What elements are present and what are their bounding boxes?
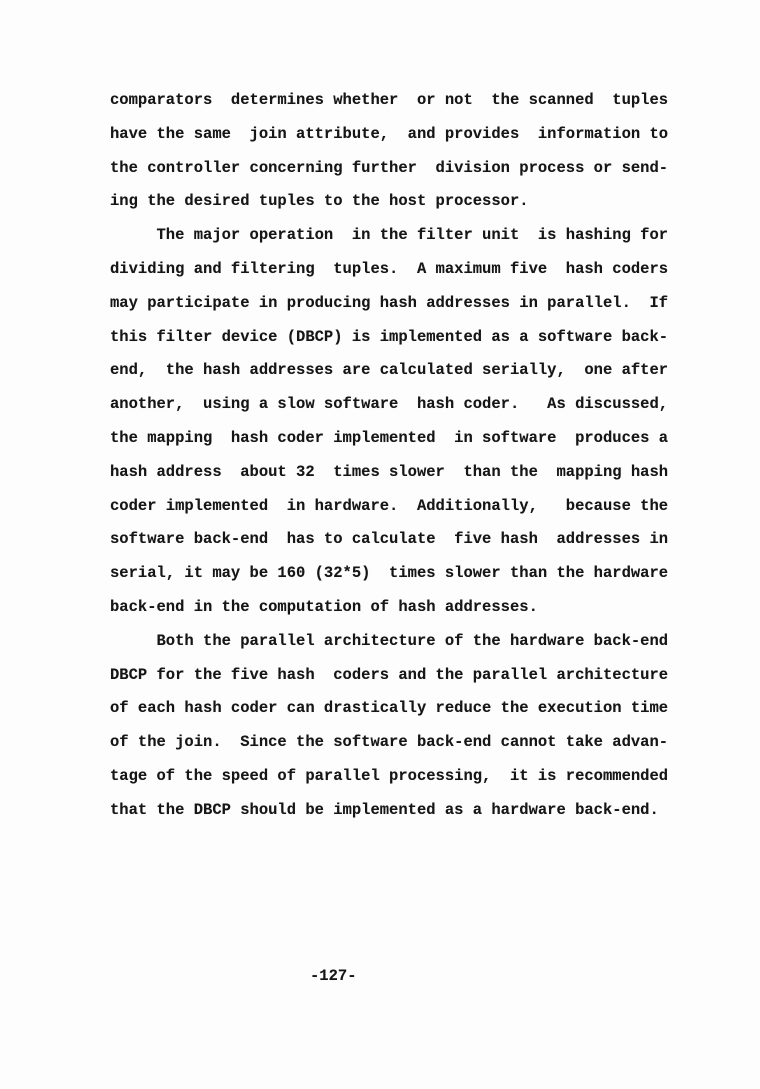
text-line: ing the desired tuples to the host processor.: [110, 192, 529, 211]
text-line: hash address about 32 times slower than the mapping hash: [110, 462, 669, 481]
text-line: back-end in the computation of hash addresses.: [110, 597, 538, 616]
text-line: DBCP for the five hash coders and the parallel architecture: [110, 665, 669, 684]
text-line: this filter device (DBCP) is implemented as a software back-: [110, 327, 669, 346]
text-line: may participate in producing hash addresses in parallel. If: [110, 293, 669, 312]
text-line: comparators determines whether or not the scanned tuples: [110, 91, 669, 109]
text-line: the mapping hash coder implemented in software produces a: [110, 428, 669, 447]
text-line: tage of the speed of parallel processing, it is recommended: [110, 766, 669, 785]
text-line: The major operation in the filter unit is hashing for: [110, 226, 669, 245]
text-line: another, using a slow software hash coder. As discussed,: [110, 395, 669, 414]
text-line: that the DBCP should be implemented as a hardware back-end.: [110, 800, 659, 819]
text-line: software back-end has to calculate five hash addresses in: [110, 530, 669, 549]
text-line: end, the hash addresses are calculated serially, one after: [110, 361, 669, 380]
text-line: coder implemented in hardware. Additionally, because the: [110, 496, 669, 515]
text-line: of each hash coder can drastically reduce the execution time: [110, 699, 669, 718]
text-line: of the join. Since the software back-end cannot take advan-: [110, 733, 669, 752]
text-line: dividing and filtering tuples. A maximum five hash coders: [110, 259, 669, 278]
text-line: the controller concerning further division process or send-: [110, 158, 669, 177]
body-text: [110, 84, 668, 828]
page-number: -127-: [310, 967, 357, 985]
text-line: Both the parallel architecture of the hardware back-end: [110, 631, 669, 650]
text-line: serial, it may be 160 (32*5) times slower than the hardware: [110, 564, 669, 583]
text-line: have the same join attribute, and provides information to: [110, 124, 669, 143]
